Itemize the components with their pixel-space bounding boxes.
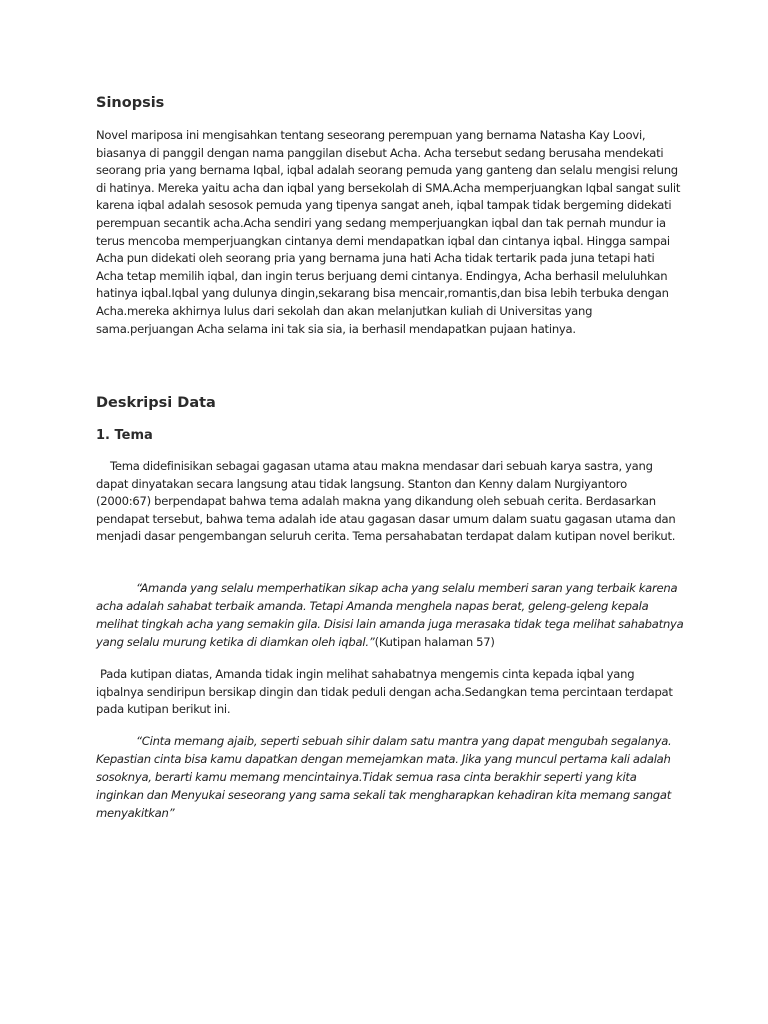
tema-intro-text: Tema didefinisikan sebagai gagasan utama atau makna mendasar dari sebuah karya sastra, yang dapat dinyatakan secara langsung atau tidak langsung. Stanton dan Kenny dalam Nurgiyantoro (2000:67) berpendapat bahwa tema adalah makna yang dikandung oleh sebuah cerita. Berdasarkan pendapat tersebut, bahwa tema adalah ide atau gagasan dasar umum dalam suatu gagasan utama dan menjadi dasar pengembangan seluruh cerita. Tema persahabatan terdapat dalam kutipan novel berikut. [96,459,676,544]
quote-persahabatan-text: “Amanda yang selalu memperhatikan sikap acha yang selalu memberi saran yang terbaik karena acha adalah sahabat terbaik amanda. Tetapi Amanda menghela napas berat, geleng-geleng kepala melihat tingkah acha yang semakin gila. Disisi lain amanda juga merasaka tidak tega melihat sahabatnya yang selalu murung ketika di diamkan oleh iqbal.” [96,581,684,649]
deskripsi-data-heading: Deskripsi Data [96,395,216,411]
quote-persahabatan [96,579,684,651]
tema-middle-paragraph [96,666,684,719]
tema-middle-text: Pada kutipan diatas, Amanda tidak ingin melihat sahabatnya mengemis cinta kepada iqbal yang iqbalnya sendiripun bersikap dingin dan tidak peduli dengan acha.Sedangkan tema percintaan terdapat pada kutipan berikut ini. [96,667,673,717]
sinopsis-heading: Sinopsis [96,95,165,111]
tema-intro-paragraph [96,458,684,546]
sinopsis-paragraph: Novel mariposa ini mengisahkan tentang seseorang perempuan yang bernama Natasha Kay Loovi, biasanya di panggil dengan nama panggilan disebut Acha. Acha tersebut sedang berusaha mendekati seorang pria yang bernama Iqbal, iqbal adalah seorang pemuda yang ganteng dan selalu mengisi relung di hatinya. Mereka yaitu acha dan iqbal yang bersekolah di SMA.Acha memperjuangkan Iqbal sangat sulit karena iqbal adalah sesosok pemuda yang tipenya sangat aneh, iqbal tampak tidak bergeming didekati perempuan secantik acha.Acha sendiri yang sedang memperjuangkan iqbal dan tak pernah mundur ia terus mencoba memperjuangkan cintanya demi mendapatkan iqbal dan cintanya iqbal. Hingga sampai Acha pun didekati oleh seorang pria yang bernama juna hati Acha tidak tertarik pada juna tetapi hati Acha tetap memilih iqbal, dan ingin terus berjuang demi cintanya. Endingya, Acha berhasil meluluhkan hatinya iqbal.Iqbal yang dulunya dingin,sekarang bisa mencair,romantis,dan bisa lebih terbuka dengan Acha.mereka akhirnya lulus dari sekolah dan akan melanjutkan kuliah di Universitas yang sama.perjuangan Acha selama ini tak sia sia, ia berhasil mendapatkan pujaan hatinya. [96,128,681,336]
quote-percintaan [96,732,684,822]
quote-percintaan-text: “Cinta memang ajaib, seperti sebuah sihir dalam satu mantra yang dapat mengubah segalanya. Kepastian cinta bisa kamu dapatkan dengan memejamkan mata. Jika yang muncul pertama kali adalah sosoknya, berarti kamu memang mencintainya.Tidak semua rasa cinta berakhir seperti yang kita inginkan dan Menyukai seseorang yang sama sekali tak mengharapkan kehadiran kita memang sangat menyakitkan” [96,734,672,820]
quote-persahabatan-citation: (Kutipan halaman 57) [374,635,495,649]
tema-subheading: 1. Tema [96,428,153,443]
